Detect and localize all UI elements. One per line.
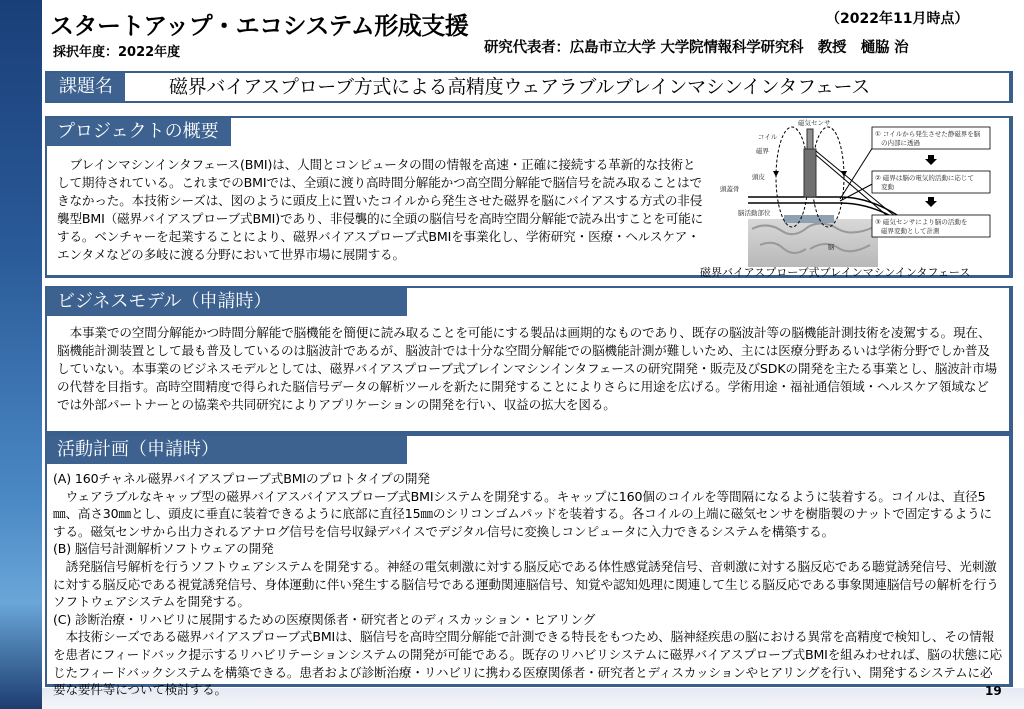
- label-scalp: 頭皮: [752, 173, 765, 181]
- svg-text:磁界変動として計測: 磁界変動として計測: [881, 227, 940, 235]
- business-model-heading: ビジネスモデル（申請時）: [47, 288, 407, 316]
- svg-text:の内部に透過: の内部に透過: [881, 139, 920, 147]
- bmi-diagram: [700, 117, 1000, 267]
- activity-a-title: (A) 160チャネル磁界バイアスプローブ式BMIのプロトタイプの開発: [53, 471, 430, 486]
- theme-title: 磁界バイアスプローブ方式による高精度ウェアラブルブレインマシンインタフェース: [169, 76, 871, 98]
- overview-text: ブレインマシンインタフェース(BMI)は、人間とコンピュータの間の情報を高速・正確に接続する革新的な技術として期待されている。これまでのBMIでは、全頭に渡り高時間分解能かつ高空間分解能で脳信号を読み取ることはできなかった。本技術シーズは、図のように頭皮上に置いたコイルから発生させた磁界を脳にバイアスする方式の非侵襲型BMI（磁界バイアスプローブ式BMI)であり、非侵襲的に全頭の脳信号を高時空間分解能で読み出すことを可能にする。ベンチャーを起業することにより、磁界バイアスプローブ式BMIを事業化し、学術研究・医療・ヘルスケア・エンタメなどの多岐に渡る分野において世界市場に展開する。: [57, 157, 704, 262]
- page-title: スタートアップ・エコシステム形成支援: [50, 12, 469, 40]
- activity-b-text: 誘発脳信号解析を行うソフトウェアシステムを開発する。神経の電気刺激に対する脳反応である体性感覚誘発信号、音刺激に対する脳反応である聴覚誘発信号、光刺激に対する脳反応である視覚誘発信号、身体運動に伴い発生する脳信号である運動関連脳信号、知覚や認知処理に関連して生じる脳反応である事象関連脳信号の解析を行うソフトウェアシステムを開発する。: [53, 558, 999, 610]
- overview-text-block: [57, 156, 705, 264]
- activity-b-title: (B) 脳信号計測解析ソフトウェアの開発: [53, 541, 274, 557]
- business-model-text-block: [57, 324, 1001, 414]
- activity-c-text: 本技術シーズである磁界バイアスプローブ式BMIは、脳信号を高時空間分解能で計測できる特長をもつため、脳神経疾患の脳における異常を高精度で検知し、その情報を患者にフィードバック提示するリハビリテーションシステムの開発が可能である。既存のリハビリシステムに磁界バイアスプローブ式BMIを組みわせれば、脳の状態に応じたフィードバックシステムを構築できる。患者および診断治療・リハビリに携わる医療関係者・研究者とディスカッションやヒアリングを行い、開発するシステムに必要な要件等について検討する。: [53, 629, 1002, 698]
- as-of-date: （2022年11月時点）: [826, 11, 969, 27]
- theme-label: 課題名: [47, 73, 125, 101]
- activity-a-text: ウェアラブルなキャップ型の磁界バイアスバイアスプローブ式BMIシステムを開発する。キャップに160個のコイルを等間隔になるように装着する。コイルは、直径5㎜、高さ30㎜とし、頭皮に垂直に装着できるように底部に直径15㎜のシリコンゴムパッドを装着する。各コイルの上端に磁気センサを樹脂製のナットで固定するようにする。磁気センサから出力されるアナログ信号を信号収録デバイスでデジタル信号に変換しコンピュータに入力できるシステムを構築する。: [53, 488, 992, 539]
- overview-heading: プロジェクトの概要: [47, 118, 231, 146]
- figure-caption: 磁界バイアスプローブ式ブレインマシンインタフェース: [700, 266, 971, 279]
- label-field: 磁界: [756, 147, 769, 155]
- business-model-panel: [45, 286, 1013, 434]
- label-brain: 脳: [828, 243, 835, 251]
- label-skull: 頭蓋骨: [720, 185, 740, 193]
- activity-c-title: (C) 診断治療・リハビリに展開するための医療関係者・研究者とのディスカッション・ヒアリング: [53, 611, 596, 627]
- activity-plan-heading: 活動計画（申請時）: [47, 436, 407, 464]
- principal-investigator: 研究代表者：広島市立大学 大学院情報科学研究科 教授 樋脇 治: [484, 40, 909, 56]
- svg-text:変動: 変動: [881, 183, 894, 191]
- svg-text:② 磁界は脳の電気的活動に応じて: ② 磁界は脳の電気的活動に応じて: [875, 174, 974, 182]
- label-coil: コイル: [758, 133, 778, 141]
- business-model-text: 本事業での空間分解能かつ時間分解能で脳機能を簡便に読み取ることを可能にする製品は画期的なものであり、既存の脳波計等の脳機能計測技術を凌駕する。現在、脳機能計測装置として最も普及しているのは脳波計であるが、脳波計では十分な空間分解能での脳機能計測が難しいため、主には医療分野あるいは学術分野でしか普及していない。本事業のビジネスモデルとしては、磁界バイアスプローブ式ブレインマシンインタフェースの研究開発・販売及びSDKの開発を主たる事業とし、脳波計市場の代替を目指す。高時空間精度で得られた脳信号データの解析ツールを新たに開発することによりさらに用途を広げる。学術用途・福祉通信領域・ヘルスケア領域などでは外部パートナーとの協業や共同研究によりアプリケーションの開発を行い、収益の拡大を図る。: [57, 325, 997, 412]
- theme-bar: [45, 71, 1013, 103]
- activity-plan-text-block: [53, 470, 1003, 699]
- label-sensor: 磁気センサ: [798, 119, 831, 127]
- svg-text:① コイルから発生させた静磁界を脳: ① コイルから発生させた静磁界を脳: [875, 130, 981, 138]
- label-active-site: 脳活動部位: [738, 209, 771, 217]
- adoption-year: 採択年度：2022年度: [53, 45, 181, 60]
- sidebar-decoration: [0, 0, 42, 709]
- svg-text:③ 磁気センサにより脳の活動を: ③ 磁気センサにより脳の活動を: [875, 218, 968, 226]
- bmi-diagram-illustration: [700, 117, 1000, 267]
- page-number: 19: [985, 684, 1002, 698]
